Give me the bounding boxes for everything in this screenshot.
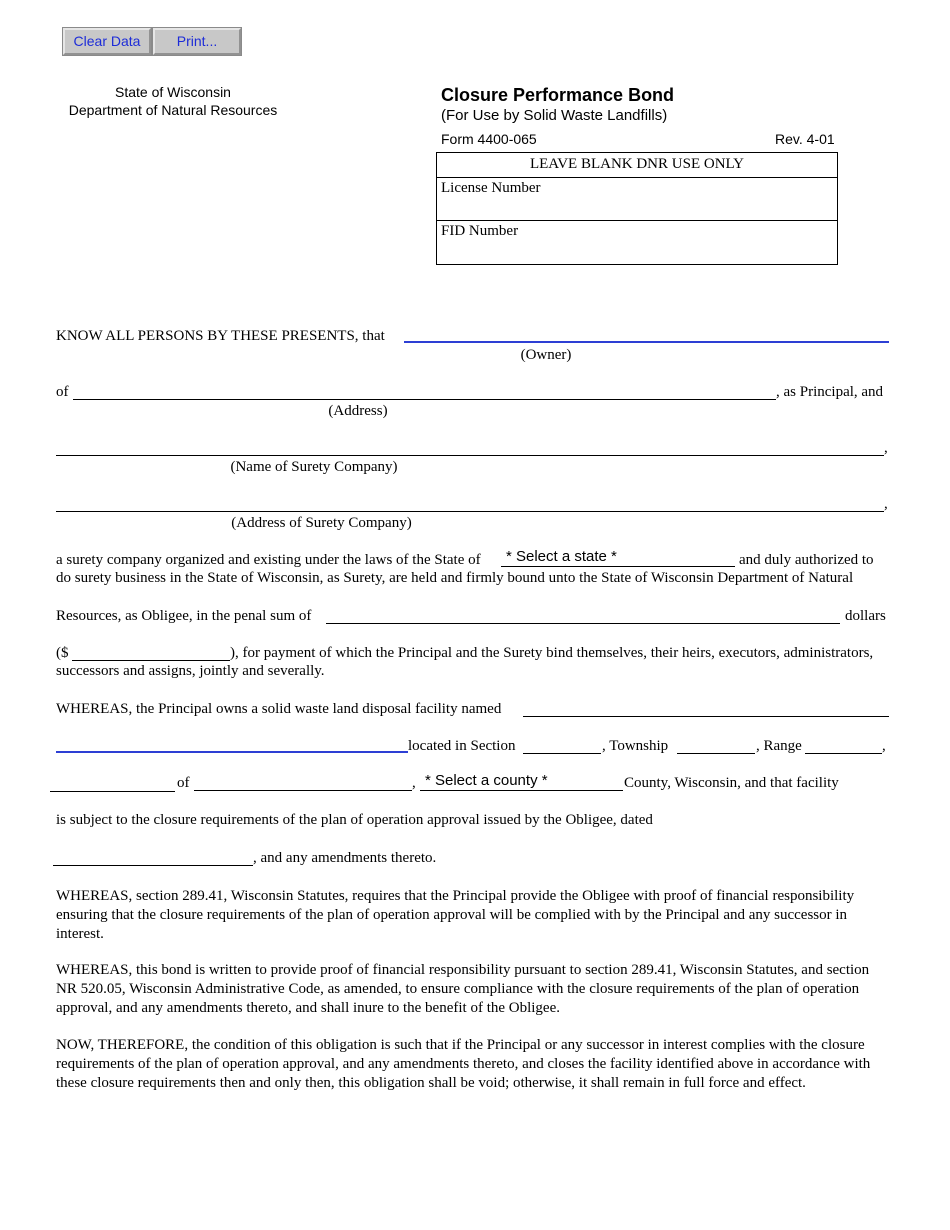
state-select-value[interactable]: * Select a state * — [506, 548, 617, 565]
state-select[interactable] — [501, 566, 735, 567]
form-revision: Rev. 4-01 — [775, 131, 835, 147]
agency-state: State of Wisconsin — [115, 84, 231, 100]
license-number-label: License Number — [441, 180, 541, 196]
dollar-open-paren: ($ — [56, 645, 69, 661]
approval-date-field[interactable] — [53, 865, 253, 866]
range-field[interactable] — [805, 753, 882, 754]
town-comma: , — [412, 775, 416, 791]
amendments-text: , and any amendments thereto. — [253, 850, 437, 866]
surety-bound-text: do surety business in the State of Wisconsin, as Surety, are held and firmly bound unto the State of Wisconsin Department of Natural — [56, 570, 854, 586]
of-town-label: of — [177, 775, 190, 791]
print-button[interactable]: Print... — [153, 28, 241, 55]
surety-address-caption: (Address of Surety Company) — [231, 515, 412, 531]
county-wisconsin-text: County, Wisconsin, and that facility — [624, 775, 839, 791]
surety-name-caption: (Name of Surety Company) — [230, 459, 398, 475]
payment-text: ), for payment of which the Principal and the Surety bind themselves, their heirs, executors, administrators, — [230, 645, 874, 661]
owner-field[interactable] — [404, 341, 889, 343]
located-section-text: located in Section — [408, 738, 516, 754]
county-select-value[interactable]: * Select a county * — [425, 772, 548, 789]
address-caption: (Address) — [328, 403, 388, 419]
agency-department: Department of Natural Resources — [68, 102, 278, 118]
as-principal-text: , as Principal, and — [776, 384, 884, 400]
principal-address-field[interactable] — [73, 399, 776, 400]
whereas-bond-paragraph: WHEREAS, this bond is written to provide proof of financial responsibility pursuant to section 289.41, Wisconsin Statutes, and section NR 520.05, Wisconsin Administrative Code, as amended, to ensure compliance with the closure requirements of the plan of operation approval, and any amendments thereto, and shall inure to the benefit of the Obligee. — [56, 962, 870, 1016]
dnr-box-heading: LEAVE BLANK DNR USE ONLY — [529, 156, 745, 172]
county-select[interactable] — [420, 790, 623, 791]
surety-org-text: a surety company organized and existing under the laws of the State of — [56, 552, 481, 568]
fid-number-label: FID Number — [441, 223, 519, 239]
of-label: of — [56, 384, 69, 400]
penal-sum-amount-field[interactable] — [72, 660, 230, 661]
form-number: Form 4400-065 — [441, 131, 537, 147]
township-field[interactable] — [677, 753, 755, 754]
penal-sum-text: Resources, as Obligee, in the penal sum of — [56, 608, 312, 624]
surety-address-field[interactable] — [56, 511, 884, 512]
surety-name-field[interactable] — [56, 455, 884, 456]
dollars-text: dollars — [845, 608, 886, 624]
form-title: Closure Performance Bond — [441, 85, 675, 105]
subject-text: is subject to the closure requirements of the plan of operation approval issued by the Obligee, dated — [56, 812, 653, 828]
know-all-text: KNOW ALL PERSONS BY THESE PRESENTS, that — [56, 328, 385, 344]
clear-data-button[interactable]: Clear Data — [63, 28, 151, 55]
successors-text: successors and assigns, jointly and severally. — [56, 663, 325, 679]
town-field[interactable] — [194, 790, 412, 791]
surety-name-comma: , — [884, 440, 888, 456]
now-therefore-paragraph: NOW, THEREFORE, the condition of this obligation is such that if the Principal or any successor in interest complies with the closure requirements of the plan of operation approval, and any amendments thereto, and closes the facility identified above in accordance with these closure requirements then and only then, this obligation shall be void; otherwise, it shall remain in full force and effect. — [56, 1037, 871, 1091]
owner-caption: (Owner) — [520, 347, 572, 363]
facility-name-continued-field[interactable] — [56, 751, 408, 753]
range-direction-field[interactable] — [50, 791, 175, 792]
whereas-289-paragraph: WHEREAS, section 289.41, Wisconsin Statutes, requires that the Principal provide the Obligee with proof of financial responsibility ensuring that the closure requirements of the plan of operation approval will be complied with by the Principal and any successor in interest. — [56, 888, 855, 942]
whereas-facility-text: WHEREAS, the Principal owns a solid waste land disposal facility named — [56, 701, 502, 717]
range-text: , Range — [756, 738, 802, 754]
facility-name-field[interactable] — [523, 716, 889, 717]
surety-address-comma: , — [884, 496, 888, 512]
form-subtitle: (For Use by Solid Waste Landfills) — [441, 107, 668, 124]
section-field[interactable] — [523, 753, 601, 754]
dnr-use-box — [436, 152, 838, 265]
duly-authorized-text: and duly authorized to — [739, 552, 874, 568]
range-comma: , — [882, 738, 886, 754]
township-text: , Township — [602, 738, 669, 754]
penal-sum-words-field[interactable] — [326, 623, 840, 624]
